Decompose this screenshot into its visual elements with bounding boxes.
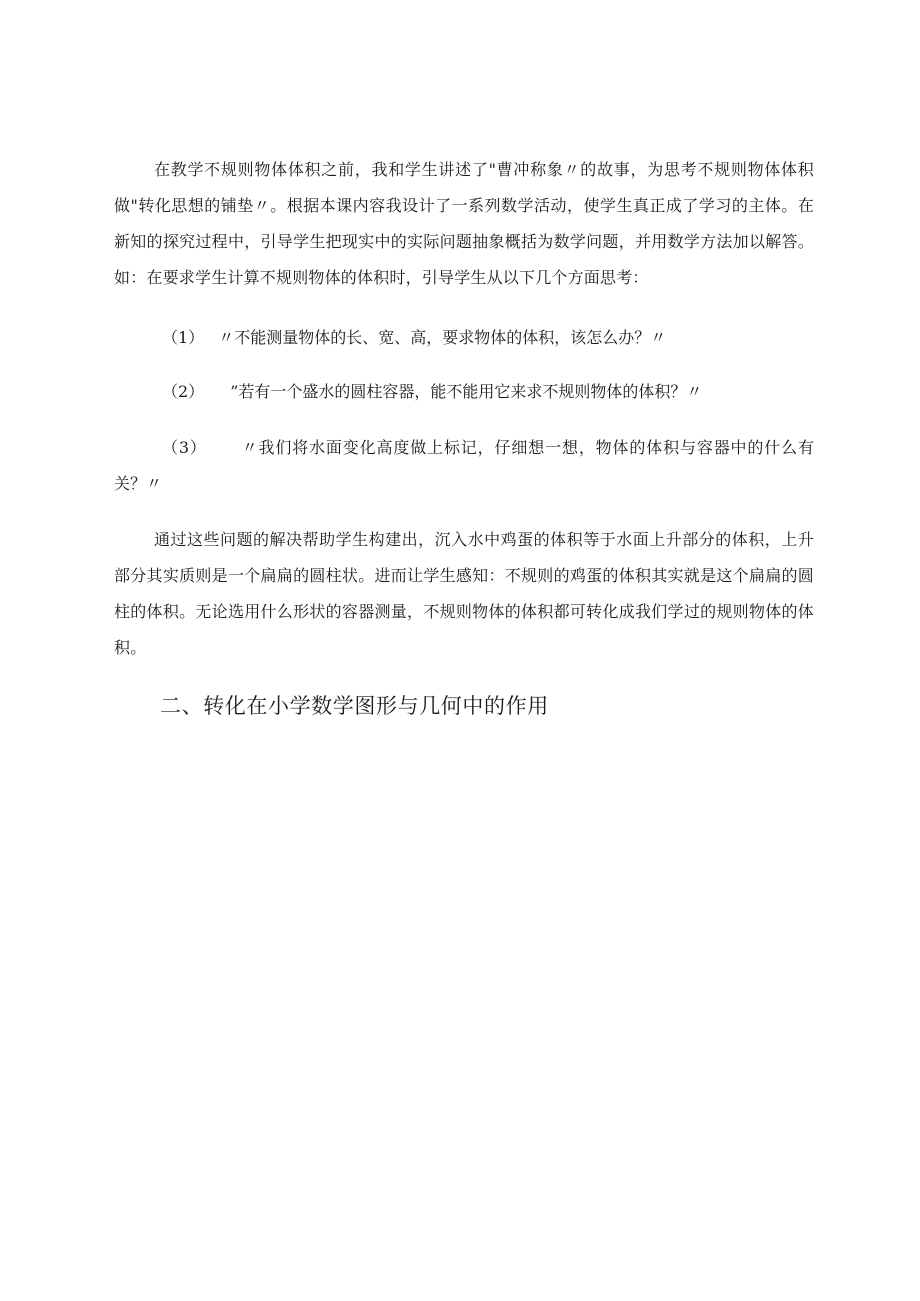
section-heading: 二、转化在小学数学图形与几何中的作用 xyxy=(160,694,549,718)
conclusion-paragraph: 通过这些问题的解决帮助学生构建出，沉入水中鸡蛋的体积等于水面上升部分的体积，上升部分其实质则是一个扁扁的圆柱状。进而让学生感知：不规则的鸡蛋的体积其实就是这个扁扁的圆柱的体积。无论选用什么形状的容器测量，不规则物体的体积都可转化成我们学过的规则物体的体积。 xyxy=(114,530,814,657)
question-number: （1） xyxy=(162,328,205,347)
question-text: ”若有一个盛水的圆柱容器，能不能用它来求不规则物体的体积？〃 xyxy=(230,382,703,401)
question-text: 〃不能测量物体的长、宽、高，要求物体的体积，该怎么办？〃 xyxy=(218,328,667,347)
question-number: （2） xyxy=(162,382,205,401)
question-item-1 xyxy=(114,320,814,356)
question-item-2 xyxy=(114,374,814,410)
question-text: 〃我们将水面变化高度做上标记，仔细想一想，物体的体积与容器中的什么有关？〃 xyxy=(114,438,814,493)
intro-paragraph: 在教学不规则物体体积之前，我和学生讲述了"曹冲称象〃的故事，为思考不规则物体体积做"转化思想的铺垫〃。根据本课内容我设计了一系列数学活动，使学生真正成了学习的主体。在新知的探究过程中，引导学生把现实中的实际问题抽象概括为数学问题，并用数学方法加以解答。如：在要求学生计算不规则物体的体积时，引导学生从以下几个方面思考： xyxy=(114,160,814,287)
question-item-3 xyxy=(114,430,814,502)
question-number: （3） xyxy=(162,438,207,457)
